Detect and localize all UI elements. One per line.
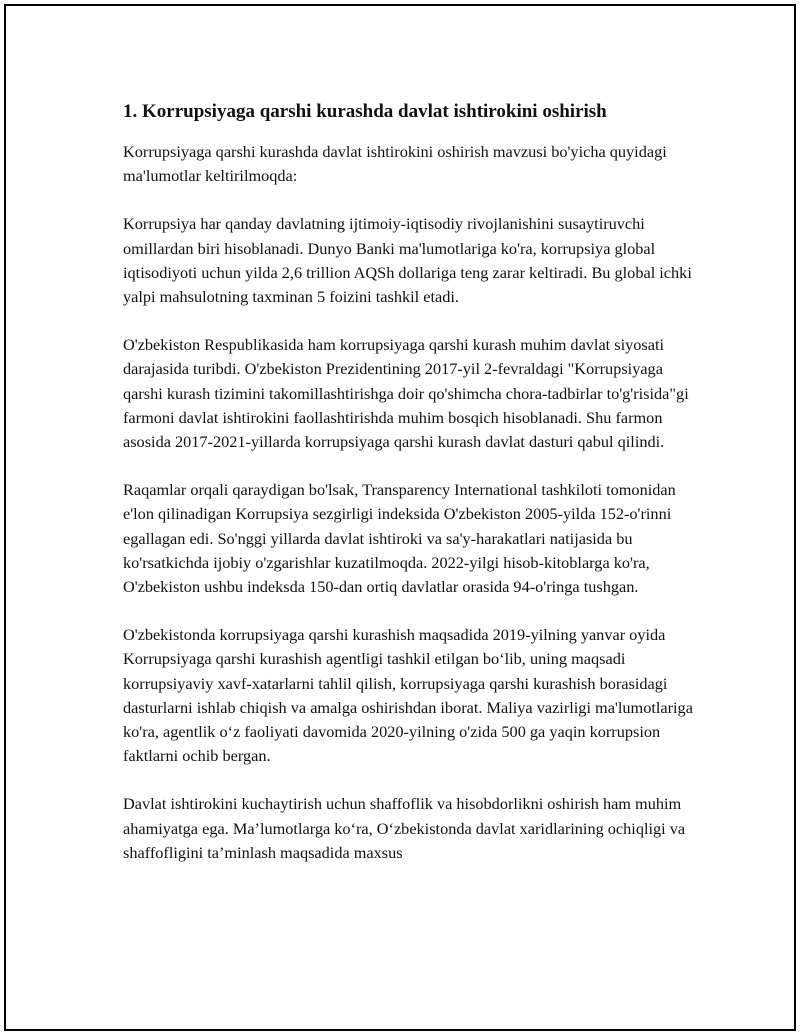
paragraph-intro: Korrupsiyaga qarshi kurashda davlat ishtirokini oshirish mavzusi bo'yicha quyidagi ma'lumotlar keltirilmoqda: [123, 142, 667, 186]
document-body [123, 99, 698, 889]
paragraph-transparency-index: Raqamlar orqali qaraydigan bo'lsak, Transparency International tashkiloti tomonidan e'lon qilinadigan Korrupsiya sezgirligi indeksida O'zbekiston 2005-yilda 152-o'rinni egallagan edi. So'nggi yillarda davlat ishtiroki va sa'y-harakatlari natijasida bu ko'rsatkichda ijobiy o'zgarishlar kuzatilmoqda. 2022-yilgi hisob-kitoblarga ko'ra, O'zbekiston ushbu indeksda 150-dan ortiq davlatlar orasida 94-o'ringa tushgan. [123, 480, 676, 597]
section-heading: 1. Korrupsiyaga qarshi kurashda davlat ishtirokini oshirish [123, 101, 607, 122]
paragraph-transparency-accountability: Davlat ishtirokini kuchaytirish uchun shaffoflik va hisobdorlikni oshirish ham muhim ahamiyatga ega. Ma’lumotlarga ko‘ra, O‘zbekistonda davlat xaridlarining ochiqligi va shaffofligini ta’minlash maqsadida maxsus [123, 794, 686, 862]
paragraph-anticorruption-agency: O'zbekistonda korrupsiyaga qarshi kurashish maqsadida 2019-yilning yanvar oyida Korrupsiyaga qarshi kurashish agentligi tashkil etilgan bo‘lib, uning maqsadi korrupsiyaviy xavf-xatarlarni tahlil qilish, korrupsiyaga qarshi kurashish borasidagi dasturlarni ishlab chiqish va amalga oshirishdan iborat. Maliya vazirligi ma'lumotlariga ko'ra, agentlik o‘z faoliyati davomida 2020-yilning o'zida 500 ga yaqin korrupsion faktlarni ochib bergan. [123, 625, 693, 766]
paragraph-presidential-decree: O'zbekiston Respublikasida ham korrupsiyaga qarshi kurash muhim davlat siyosati darajasida turibdi. O'zbekiston Prezidentining 2017-yil 2-fevraldagi "Korrupsiyaga qarshi kurash tizimini takomillashtirishga doir qo'shimcha chora-tadbirlar to'g'risida"gi farmoni davlat ishtirokini faollashtirishda muhim bosqich hisoblanadi. Shu farmon asosida 2017-2021-yillarda korrupsiyaga qarshi kurash davlat dasturi qabul qilindi. [123, 335, 689, 452]
page-frame [4, 4, 796, 1031]
paragraph-world-bank: Korrupsiya har qanday davlatning ijtimoiy-iqtisodiy rivojlanishini susaytiruvchi omillardan biri hisoblanadi. Dunyo Banki ma'lumotlariga ko'ra, korrupsiya global iqtisodiyoti uchun yilda 2,6 trillion AQSh dollariga teng zarar keltiradi. Bu global ichki yalpi mahsulotning taxminan 5 foizini tashkil etadi. [123, 214, 692, 307]
